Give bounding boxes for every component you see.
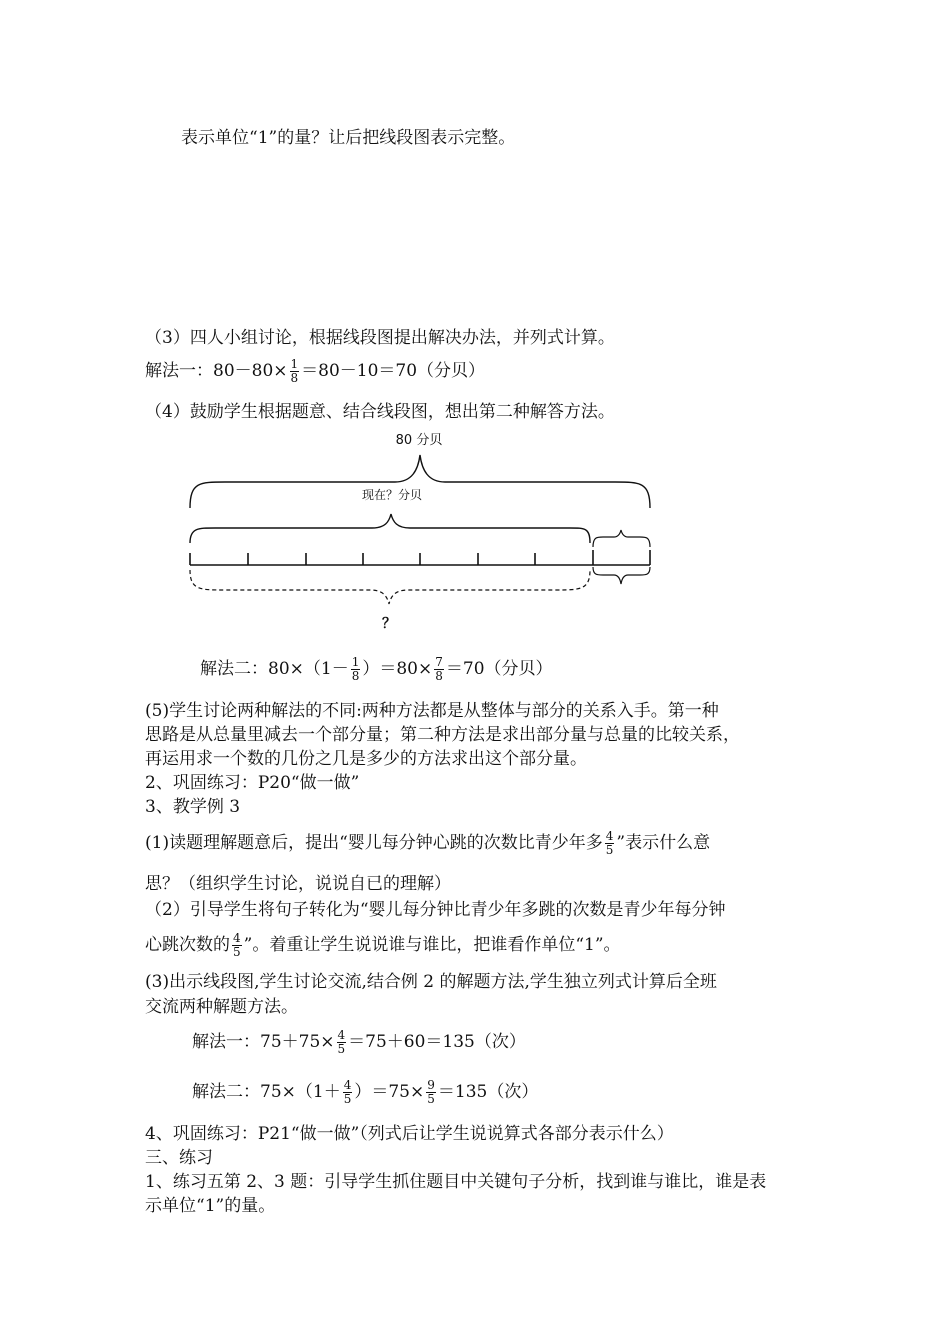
text-line: (5)学生讨论两种解法的不同:两种方法都是从整体与部分的关系入手。第一种 (145, 701, 719, 721)
fraction-denominator: 8 (290, 371, 299, 385)
text-segment: 解法一：80－80× (145, 361, 288, 381)
text-line: 三、练习 (145, 1148, 213, 1168)
text-line (145, 932, 621, 959)
fraction-numerator: 7 (435, 655, 443, 669)
fraction-denominator: 5 (233, 945, 241, 959)
text-segment: 解法二：80×（1－ (200, 659, 349, 679)
text-segment: ＝75＋60＝135（次） (348, 1032, 526, 1052)
text-line: 3、教学例 3 (145, 797, 241, 817)
fraction (434, 656, 444, 683)
now-brace (190, 514, 590, 543)
part-brace-top (593, 530, 650, 547)
fraction-numerator: 9 (427, 1078, 435, 1092)
fraction-numerator: 4 (343, 1078, 352, 1092)
fraction-numerator: 1 (290, 357, 299, 371)
text-line: 交流两种解题方法。 (145, 997, 298, 1017)
fraction-denominator: 8 (351, 669, 360, 683)
fraction-denominator: 5 (605, 843, 614, 857)
text-line: 4、巩固练习：P21“做一做”（列式后让学生说说算式各部分表示什么） (145, 1124, 674, 1144)
part-brace-bottom (593, 567, 650, 584)
example3-solution-one (192, 1029, 526, 1056)
fraction-numerator: 4 (605, 829, 614, 843)
question-label: ？ (382, 616, 396, 632)
fraction-numerator: 4 (233, 931, 241, 945)
text-segment: ）＝75× (354, 1082, 425, 1102)
fraction (605, 830, 615, 857)
text-line: (3)出示线段图,学生讨论交流,结合例 2 的解题方法,学生独立列式计算后全班 (145, 972, 717, 992)
text-line: 2、巩固练习：P20“做一做” (145, 773, 360, 793)
text-line: 表示单位“1”的量？让后把线段图表示完整。 (181, 128, 516, 148)
fraction-denominator: 5 (427, 1092, 435, 1106)
text-segment: ”表示什么意 (616, 833, 711, 853)
line-segment-diagram (0, 420, 950, 635)
solution-one-line (145, 358, 485, 385)
text-line: （4）鼓励学生根据题意、结合线段图，想出第二种解答方法。 (145, 402, 615, 422)
segment-ticks (190, 550, 650, 565)
fraction (351, 656, 361, 683)
text-line: 示单位“1”的量。 (145, 1196, 276, 1216)
fraction (426, 1079, 436, 1106)
text-line: 思？（组织学生讨论，说说自已的理解） (145, 874, 451, 894)
question-brace (190, 570, 590, 604)
fraction-denominator: 5 (343, 1092, 352, 1106)
text-segment: ）＝80× (362, 659, 433, 679)
text-segment: 解法一：75＋75× (192, 1032, 335, 1052)
fraction-denominator: 5 (337, 1042, 346, 1056)
fraction (290, 358, 300, 385)
text-line: （2）引导学生将句子转化为“婴儿每分钟比青少年多跳的次数是青少年每分钟 (145, 900, 726, 920)
text-line: 思路是从总量里减去一个部分量；第二种方法是求出部分量与总量的比较关系， (145, 725, 740, 745)
text-segment: 解法二：75×（1＋ (192, 1082, 341, 1102)
text-segment: 心跳次数的 (145, 935, 230, 955)
text-line: 1、练习五第 2、3 题：引导学生抓住题目中关键句子分析，找到谁与谁比，谁是表 (145, 1172, 767, 1192)
text-segment: ＝70（分贝） (445, 659, 553, 679)
total-label: 80 分贝 (395, 433, 443, 448)
example3-solution-two (192, 1079, 538, 1106)
text-line: （3）四人小组讨论，根据线段图提出解决办法，并列式计算。 (145, 328, 615, 348)
text-segment: ＝135（次） (437, 1082, 539, 1102)
fraction-numerator: 4 (337, 1028, 346, 1042)
fraction (337, 1029, 347, 1056)
solution-two-line (200, 656, 553, 683)
fraction (343, 1079, 353, 1106)
now-label: 现在？分贝 (361, 488, 423, 502)
fraction (232, 932, 242, 959)
text-segment: (1)读题理解题意后，提出“婴儿每分钟心跳的次数比青少年多 (145, 833, 603, 853)
text-line (145, 830, 710, 857)
text-segment: ＝80－10＝70（分贝） (301, 361, 486, 381)
fraction-numerator: 1 (351, 655, 360, 669)
text-segment: ”。着重让学生说说谁与谁比，把谁看作单位“1”。 (243, 935, 621, 955)
text-line: 再运用求一个数的几份之几是多少的方法求出这个部分量。 (145, 749, 587, 769)
fraction-denominator: 8 (435, 669, 443, 683)
